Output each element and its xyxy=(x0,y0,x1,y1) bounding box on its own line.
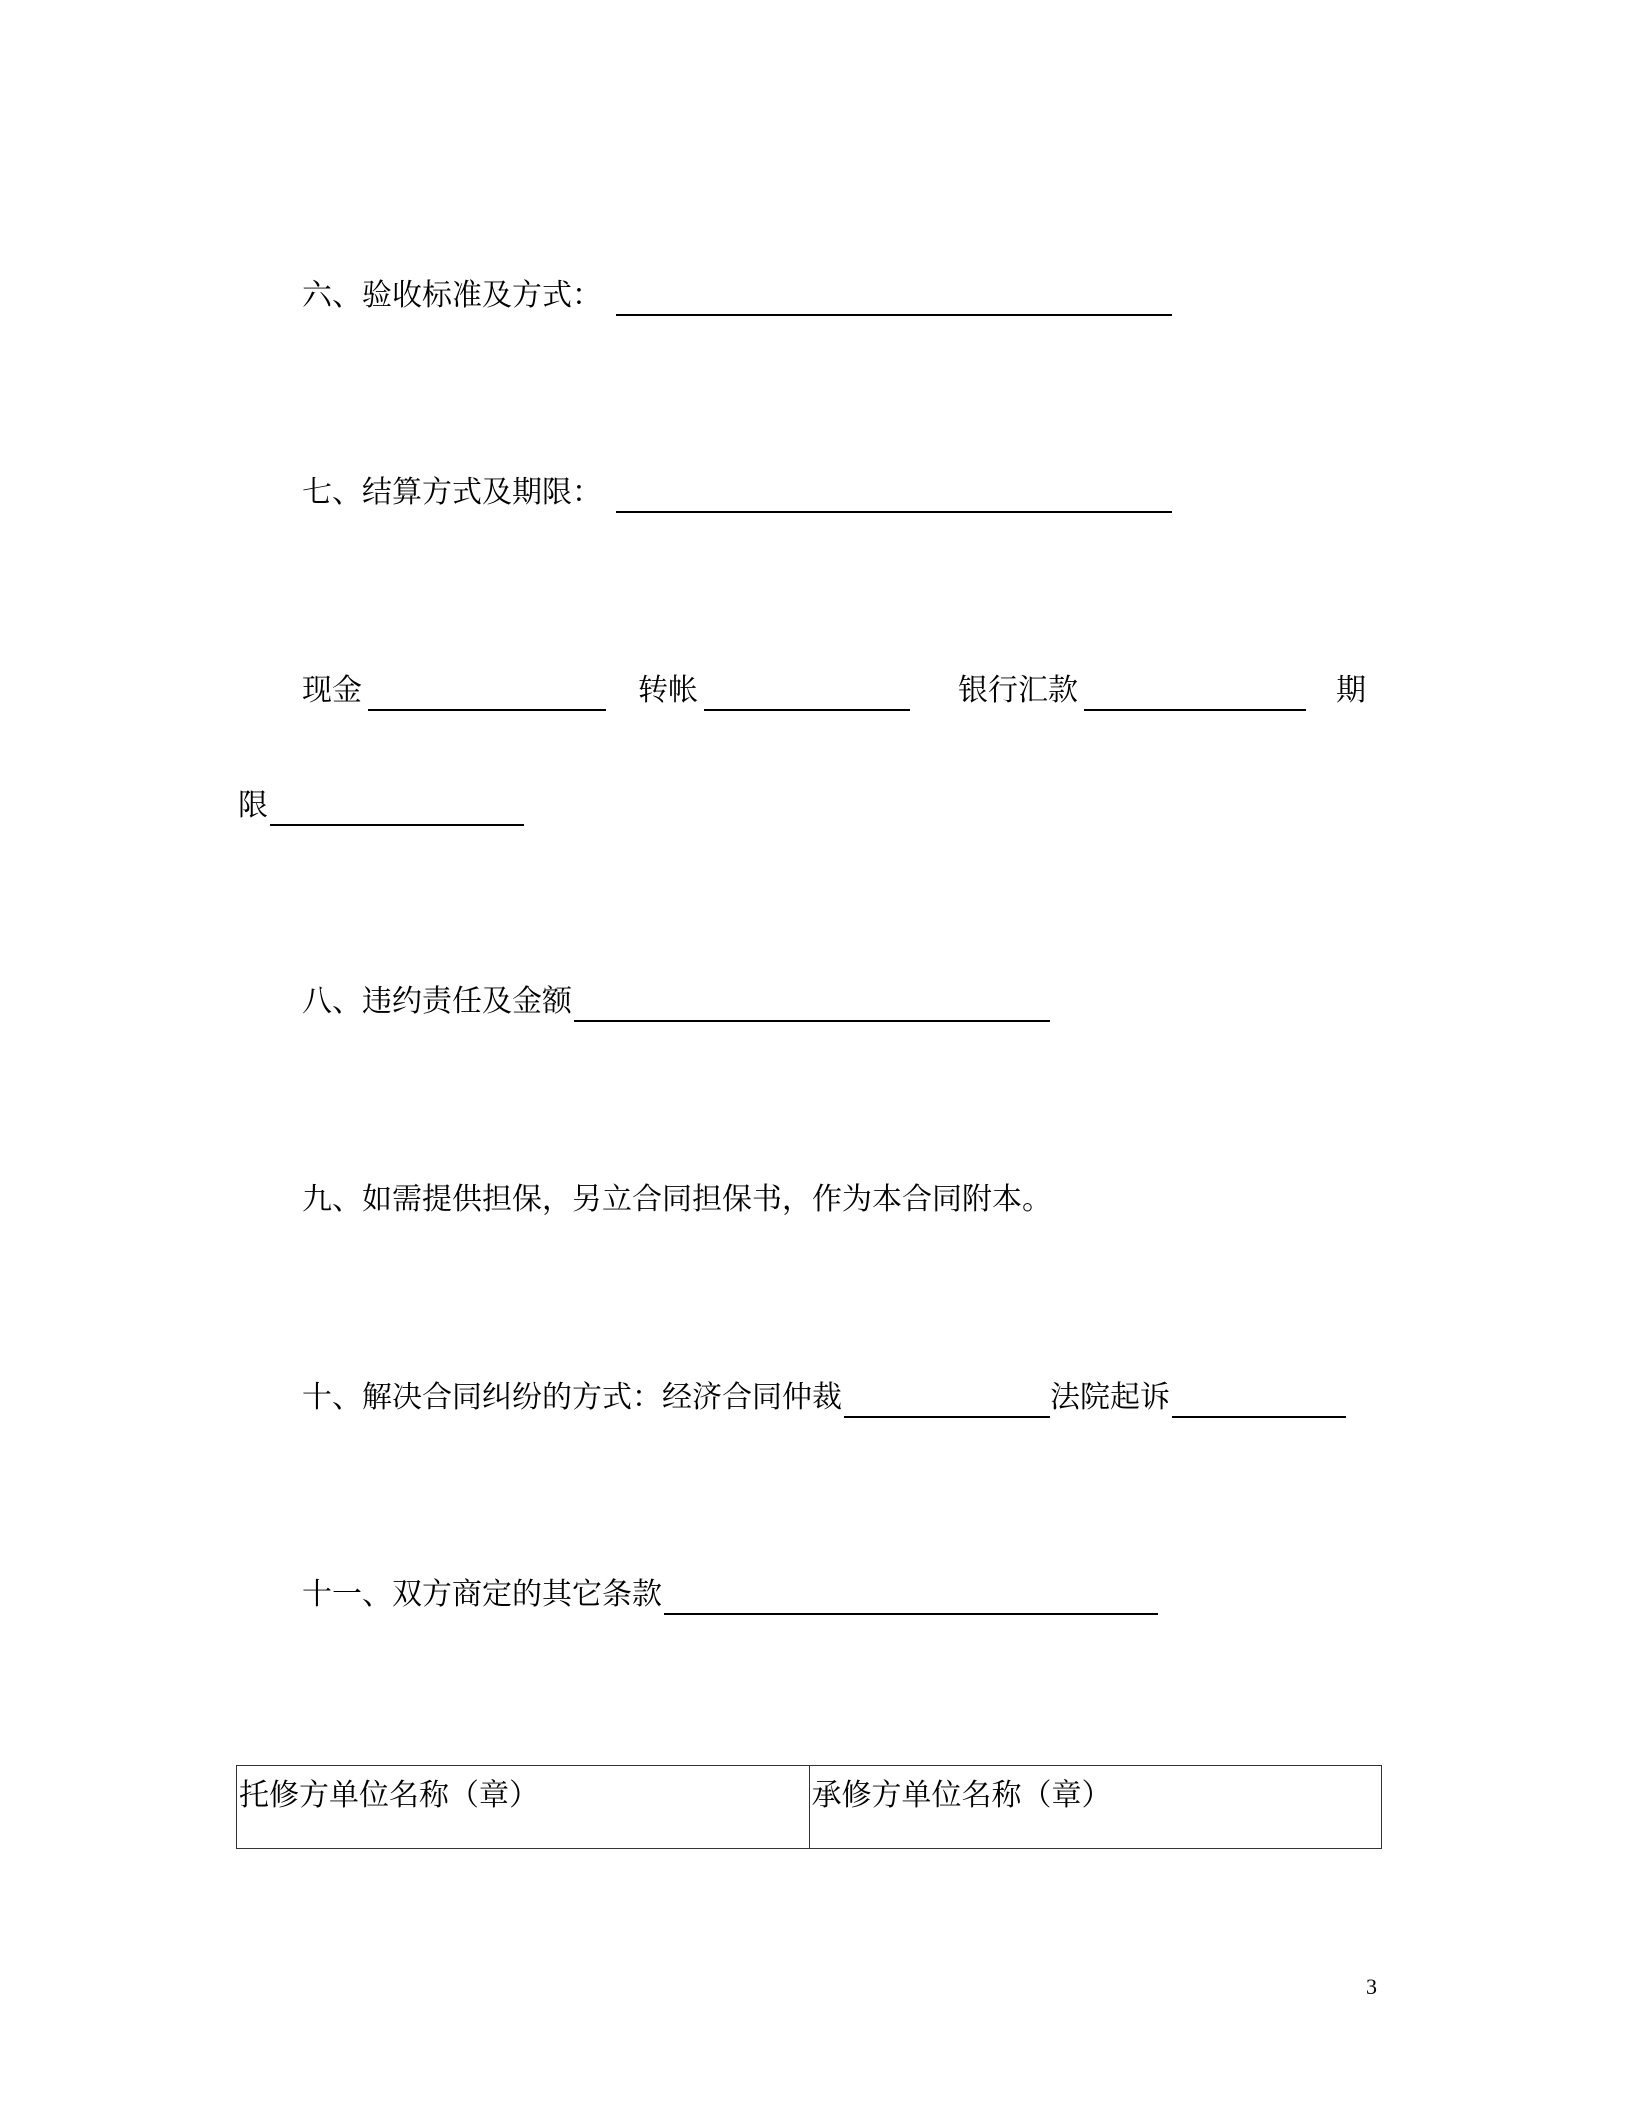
transfer-label: 转帐 xyxy=(638,673,698,708)
client-unit-cell[interactable] xyxy=(237,1766,810,1849)
term-blank[interactable] xyxy=(270,790,524,826)
term-label-part2: 限 xyxy=(238,788,268,823)
clause-six-blank[interactable] xyxy=(616,280,1172,316)
clause-six xyxy=(302,276,1172,316)
court-blank[interactable] xyxy=(1172,1382,1346,1418)
clause-eight xyxy=(302,982,1050,1022)
clause-six-label: 六、验收标准及方式： xyxy=(302,278,602,313)
arbitration-blank[interactable] xyxy=(844,1382,1050,1418)
court-label: 法院起诉 xyxy=(1050,1380,1170,1415)
bank-remit-label: 银行汇款 xyxy=(958,673,1078,708)
cash-blank[interactable] xyxy=(368,675,606,711)
clause-ten xyxy=(302,1378,1346,1418)
contractor-unit-label: 承修方单位名称（章） xyxy=(811,1778,1112,1813)
payment-methods-line xyxy=(302,671,1366,711)
cash-label: 现金 xyxy=(302,673,362,708)
contractor-unit-cell[interactable] xyxy=(809,1766,1382,1849)
term-label-part1: 期 xyxy=(1336,673,1366,708)
clause-eleven xyxy=(302,1575,1158,1615)
clause-eleven-blank[interactable] xyxy=(664,1579,1158,1615)
clause-ten-label: 十、解决合同纠纷的方式：经济合同仲裁 xyxy=(302,1380,842,1415)
payment-term-line xyxy=(238,786,524,826)
signature-table xyxy=(236,1765,1382,1849)
clause-eight-label: 八、违约责任及金额 xyxy=(302,984,572,1019)
clause-seven xyxy=(302,473,1172,513)
clause-seven-label: 七、结算方式及期限： xyxy=(302,475,602,510)
clause-eight-blank[interactable] xyxy=(574,986,1050,1022)
clause-nine-text: 九、如需提供担保，另立合同担保书，作为本合同附本。 xyxy=(302,1182,1052,1217)
bank-remit-blank[interactable] xyxy=(1084,675,1306,711)
clause-eleven-label: 十一、双方商定的其它条款 xyxy=(302,1577,662,1612)
page-number: 3 xyxy=(1366,1974,1377,1999)
clause-nine xyxy=(302,1180,1052,1220)
clause-seven-blank[interactable] xyxy=(616,477,1172,513)
signature-row xyxy=(237,1766,1382,1849)
client-unit-label: 托修方单位名称（章） xyxy=(239,1778,539,1813)
transfer-blank[interactable] xyxy=(704,675,910,711)
